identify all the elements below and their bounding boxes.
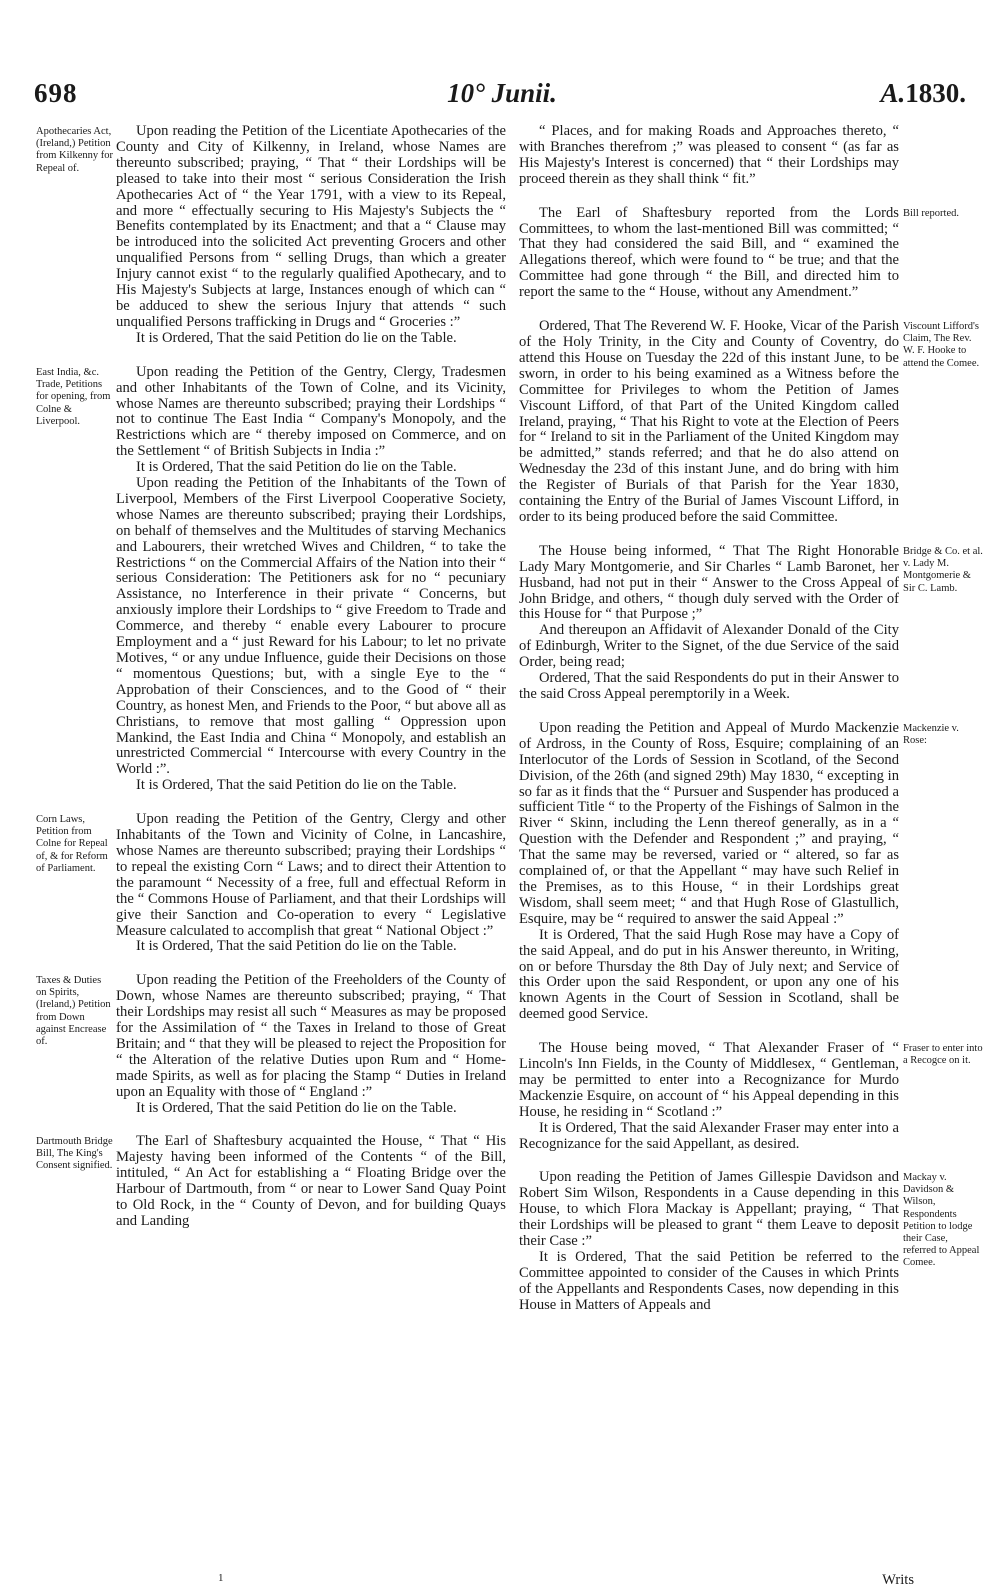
journal-entry xyxy=(519,544,899,703)
margin-note: Bill reported. xyxy=(903,208,959,219)
page-year xyxy=(880,78,966,109)
entry-paragraph: It is Ordered, That the said Petition be referred to the Committee appointed to consider of the Causes in which Prints of the Appellants and Respondents Cases, now depending in this House in Matters of Appeals and xyxy=(519,1249,899,1313)
entry-paragraph: Upon reading the Petition and Appeal of Murdo Mackenzie of Ardross, in the County of Ross, Esquire; complaining of an Interlocutor of the Lords of Session in Scotland, of the Second Division, of the 26th (and signed 29th) May 1830, “ excepting in so far as it finds that the “ Pursuer and Suspender has produced a sufficient Title “ to the Property of the Fishings of Salmon in the River “ Skinn, including the Lenn thereof generally, as in a “ Question with the Defender and Respondent ;” and praying, “ That the same may be reversed, varied or “ altered, so far as complained of, or that the Appellant “ may have such Relief in the Premises, as to this House, “ in their Lordships great Wisdom, shall seem meet; “ and that Hugh Rose of Glastullich, Esquire, may be “ required to answer the said Appeal :” xyxy=(519,719,899,927)
right-column xyxy=(519,124,899,1332)
entry-paragraph: Upon reading the Petition of the Gentry, Clergy and other Inhabitants of the Town and Vicinity of Colne, in Lancashire, whose Names are thereunto subscribed; praying their Lordships “ to repeal the existing Corn “ Laws; and to direct their Attention to the paramount “ Necessity of a free, full and effectual Reform in the “ Commons House of Parliament, and that their Lordships will give their Sanction and Co-operation to every “ Legislative Measure calculated to accomplish that great “ National Object :” xyxy=(116,811,506,939)
margin-note: Dartmouth Bridge Bill, The King's Consent signified. xyxy=(36,1136,113,1172)
signature-mark: 1 xyxy=(218,1572,224,1584)
entry-paragraph: It is Ordered, That the said Hugh Rose may have a Copy of the said Appeal, and do put in his Answer thereunto, in Writing, on or before Thursday the 8th Day of July next; and Service of this Order upon the said Respondent, or upon any one of his known Agents in the Court of Session in Scotland, shall be deemed good Service. xyxy=(519,926,899,1023)
journal-entry xyxy=(519,1170,899,1313)
entry-paragraph: It is Ordered, That the said Petition do lie on the Table. xyxy=(136,777,457,794)
page-header xyxy=(34,78,970,118)
journal-entry xyxy=(116,973,506,1116)
journal-entry xyxy=(116,1134,506,1229)
entry-paragraph: Upon reading the Petition of the Freeholders of the County of Down, whose Names are thereunto subscribed; praying, “ That their Lordships may resist all such “ Measures as may be proposed for the Assimilation of “ the Taxes in Ireland to those of Great Britain; and “ that they will be pleased to reject the Proposition for “ the Alteration of the relative Duties upon Rum and “ Home-made Spirits, as well as for placing the Stamp “ Duties in Ireland upon an Equality with those of “ England :” xyxy=(116,972,506,1100)
year-value: 1830. xyxy=(905,78,966,108)
entry-paragraph: It is Ordered, That the said Petition do lie on the Table. xyxy=(136,459,457,476)
left-column xyxy=(116,124,506,1248)
entry-paragraph: The Earl of Shaftesbury acquainted the House, “ That “ His Majesty having been informed of the Contents “ of the Bill, intituled, “ An Act for establishing a “ Floating Bridge over the Harbour of Dartmouth, from “ or near to Lower Sand Quay Point to Old Rock, in the “ County of Devon, and for building Quays and Landing xyxy=(116,1133,506,1229)
margin-note: Bridge & Co. et al. v. Lady M. Montgomerie & Sir C. Lamb. xyxy=(903,546,983,594)
entry-paragraph: “ Places, and for making Roads and Approaches thereto, “ with Branches therefrom ;” was pleased to consent “ (as far as His Majesty's Interest is concerned) that “ their Lordships may proceed therein as they shall think “ fit.” xyxy=(519,123,899,187)
entry-paragraph: It is Ordered, That the said Petition do lie on the Table. xyxy=(136,938,457,955)
margin-note: Mackenzie v. Rose: xyxy=(903,723,959,747)
entry-paragraph: Upon reading the Petition of the Licentiate Apothecaries of the County and City of Kilkenny, in Ireland, whose Names are thereunto subscribed; praying, “ That “ their Lordships will be pleased to take into their most “ serious Consideration the Irish Apothecaries Act of “ the Year 1791, with a view to its Repeal, and more “ effectually securing to His Majesty's Subjects the “ Benefits contemplated by its Enactment; and that a “ Clause may be introduced into the solicited Act preventing Grocers and other unqualified Persons from “ selling Drugs, than which a greater Injury cannot exist “ to the regularly qualified Apothecary, and to His Majesty's Subjects at large, Instances enough of which can “ be adduced to shew the serious Injury that attends “ such unqualified Persons trafficking in Drugs and “ Groceries :” xyxy=(116,123,506,330)
margin-note: Viscount Lifford's Claim, The Rev. W. F. Hooke to attend the Comee. xyxy=(903,321,980,369)
journal-entry xyxy=(519,1041,899,1152)
journal-entry xyxy=(519,124,899,188)
margin-note: Apothecaries Act, (Ireland,) Petition from Kilkenny for Repeal of. xyxy=(36,126,113,174)
entry-paragraph: It is Ordered, That the said Petition do lie on the Table. xyxy=(136,329,457,346)
margin-note: Taxes & Duties on Spirits, (Ireland,) Petition from Down against Encrease of. xyxy=(36,975,111,1048)
journal-entry xyxy=(519,319,899,526)
journal-entry xyxy=(519,721,899,1023)
year-prefix: A. xyxy=(880,78,906,108)
entry-paragraph: Ordered, That The Reverend W. F. Hooke, Vicar of the Parish of the Holy Trinity, in the City and County of Coventry, do attend this House on Tuesday the 22d of this instant June, to be sworn, in order to his being examined as a Witness before the Committee for Privileges to whom the Petition of James Viscount Lifford, of that Part of the United Kingdom called Ireland, praying, “ That his Right to vote at the Election of Peers for “ Ireland to sit in the Parliament of the United Kingdom may be admitted,” stands referred; and that he do also attend on Wednesday the 23d of this instant June, and do bring with him the Register of Burials of that Parish for the Year 1830, containing the Entry of the Burial of James Viscount Lifford, in order to its being produced before the said Committee. xyxy=(519,318,899,525)
entry-paragraph: The House being informed, “ That The Right Honorable Lady Mary Montgomerie, and Sir Charles “ Lamb Baronet, her Husband, had not put in their “ Answer to the Cross Appeal of John Bridge, and others, “ though duly served with the Order of this House for “ that Purpose ;” xyxy=(519,542,899,623)
page-date: 10° Junii. xyxy=(447,78,557,108)
page-number: 698 xyxy=(34,78,78,108)
journal-entry xyxy=(116,365,506,794)
margin-note: Mackay v. Davidson & Wilson, Respondents Petition to lodge their Case, referred to Appeal Comee. xyxy=(903,1172,980,1269)
margin-note: Corn Laws, Petition from Colne for Repeal of, & for Reform of Parliament. xyxy=(36,814,108,874)
journal-entry xyxy=(116,812,506,955)
margin-note: Fraser to enter into a Recogce on it. xyxy=(903,1043,983,1067)
entry-paragraph: Upon reading the Petition of the Inhabitants of the Town of Liverpool, Members of the First Liverpool Cooperative Society, whose Names are thereunto subscribed; praying their Lordships, on behalf of themselves and the Multitudes of starving Mechanics and Labourers, their wretched Wives and Children, “ to take the Restrictions “ on the Commercial Affairs of the Nation into their “ serious Consideration: The Petitioners ask for no “ pecuniary Assistance, no Interference in their private “ Concerns, but anxiously implore their Lordships to “ give Freedom to Trade and Commerce, and thereby “ enable every Labourer to procure Employment and a “ just Reward for his Labour; to let no private Motives, “ or any undue Influence, guide their Decisions on those “ momentous Questions; but, with a single Eye to the “ Approbation of their Consciences, and to the Good of “ their Country, as honest Men, and Friends to the Poor, “ but above all as Christians, to remove that most galling “ Oppression upon Mankind, the East India and China “ Monopoly, and establish an unrestricted Commercial “ Intercourse with every Country in the World :”. xyxy=(116,475,507,778)
entry-paragraph: The Earl of Shaftesbury reported from the Lords Committees, to whom the last-mentioned Bill was committed; “ That they had considered the said Bill, and “ examined the Allegations thereof, which were found to “ be true; and that the Committee had gone through “ the Bill, and directed him to report the same to the “ House, without any Amendment.” xyxy=(519,204,899,301)
entry-paragraph: It is Ordered, That the said Alexander Fraser may enter into a Recognizance for the said Appellant, as desired. xyxy=(519,1119,899,1152)
margin-note: East India, &c. Trade, Petitions for opening, from Colne & Liverpool. xyxy=(36,367,111,427)
journal-entry xyxy=(519,206,899,301)
entry-paragraph: The House being moved, “ That Alexander Fraser of “ Lincoln's Inn Fields, in the County of Middlesex, “ Gentleman, may be permitted to enter into a Recognizance for Murdo Mackenzie Esquire, on account of “ his Appeal depending in this House, he residing in “ Scotland :” xyxy=(519,1040,899,1120)
entry-paragraph: Ordered, That the said Respondents do put in their Answer to the said Cross Appeal peremptorily in a Week. xyxy=(519,670,899,702)
journal-entry xyxy=(116,124,506,347)
entry-paragraph: And thereupon an Affidavit of Alexander Donald of the City of Edinburgh, Writer to the Signet, of the due Service of the said Order, being read; xyxy=(519,622,899,671)
entry-paragraph: Upon reading the Petition of James Gillespie Davidson and Robert Sim Wilson, Respondents in a Cause depending in this House, to which Flora Mackay is Appellant; praying, “ That their Lordships will be pleased to grant “ them Leave to deposit their Case :” xyxy=(519,1169,899,1250)
catchword: Writs xyxy=(882,1572,914,1588)
entry-paragraph: It is Ordered, That the said Petition do lie on the Table. xyxy=(136,1099,457,1116)
entry-paragraph: Upon reading the Petition of the Gentry, Clergy, Tradesmen and other Inhabitants of the Town of Colne, and its Vicinity, whose Names are thereunto subscribed; praying their Lordships “ not to continue The East India “ Company's Monopoly, and the Restrictions which are “ thereby imposed on Commerce, and on the Settlement “ of British Subjects in India :” xyxy=(116,363,506,460)
